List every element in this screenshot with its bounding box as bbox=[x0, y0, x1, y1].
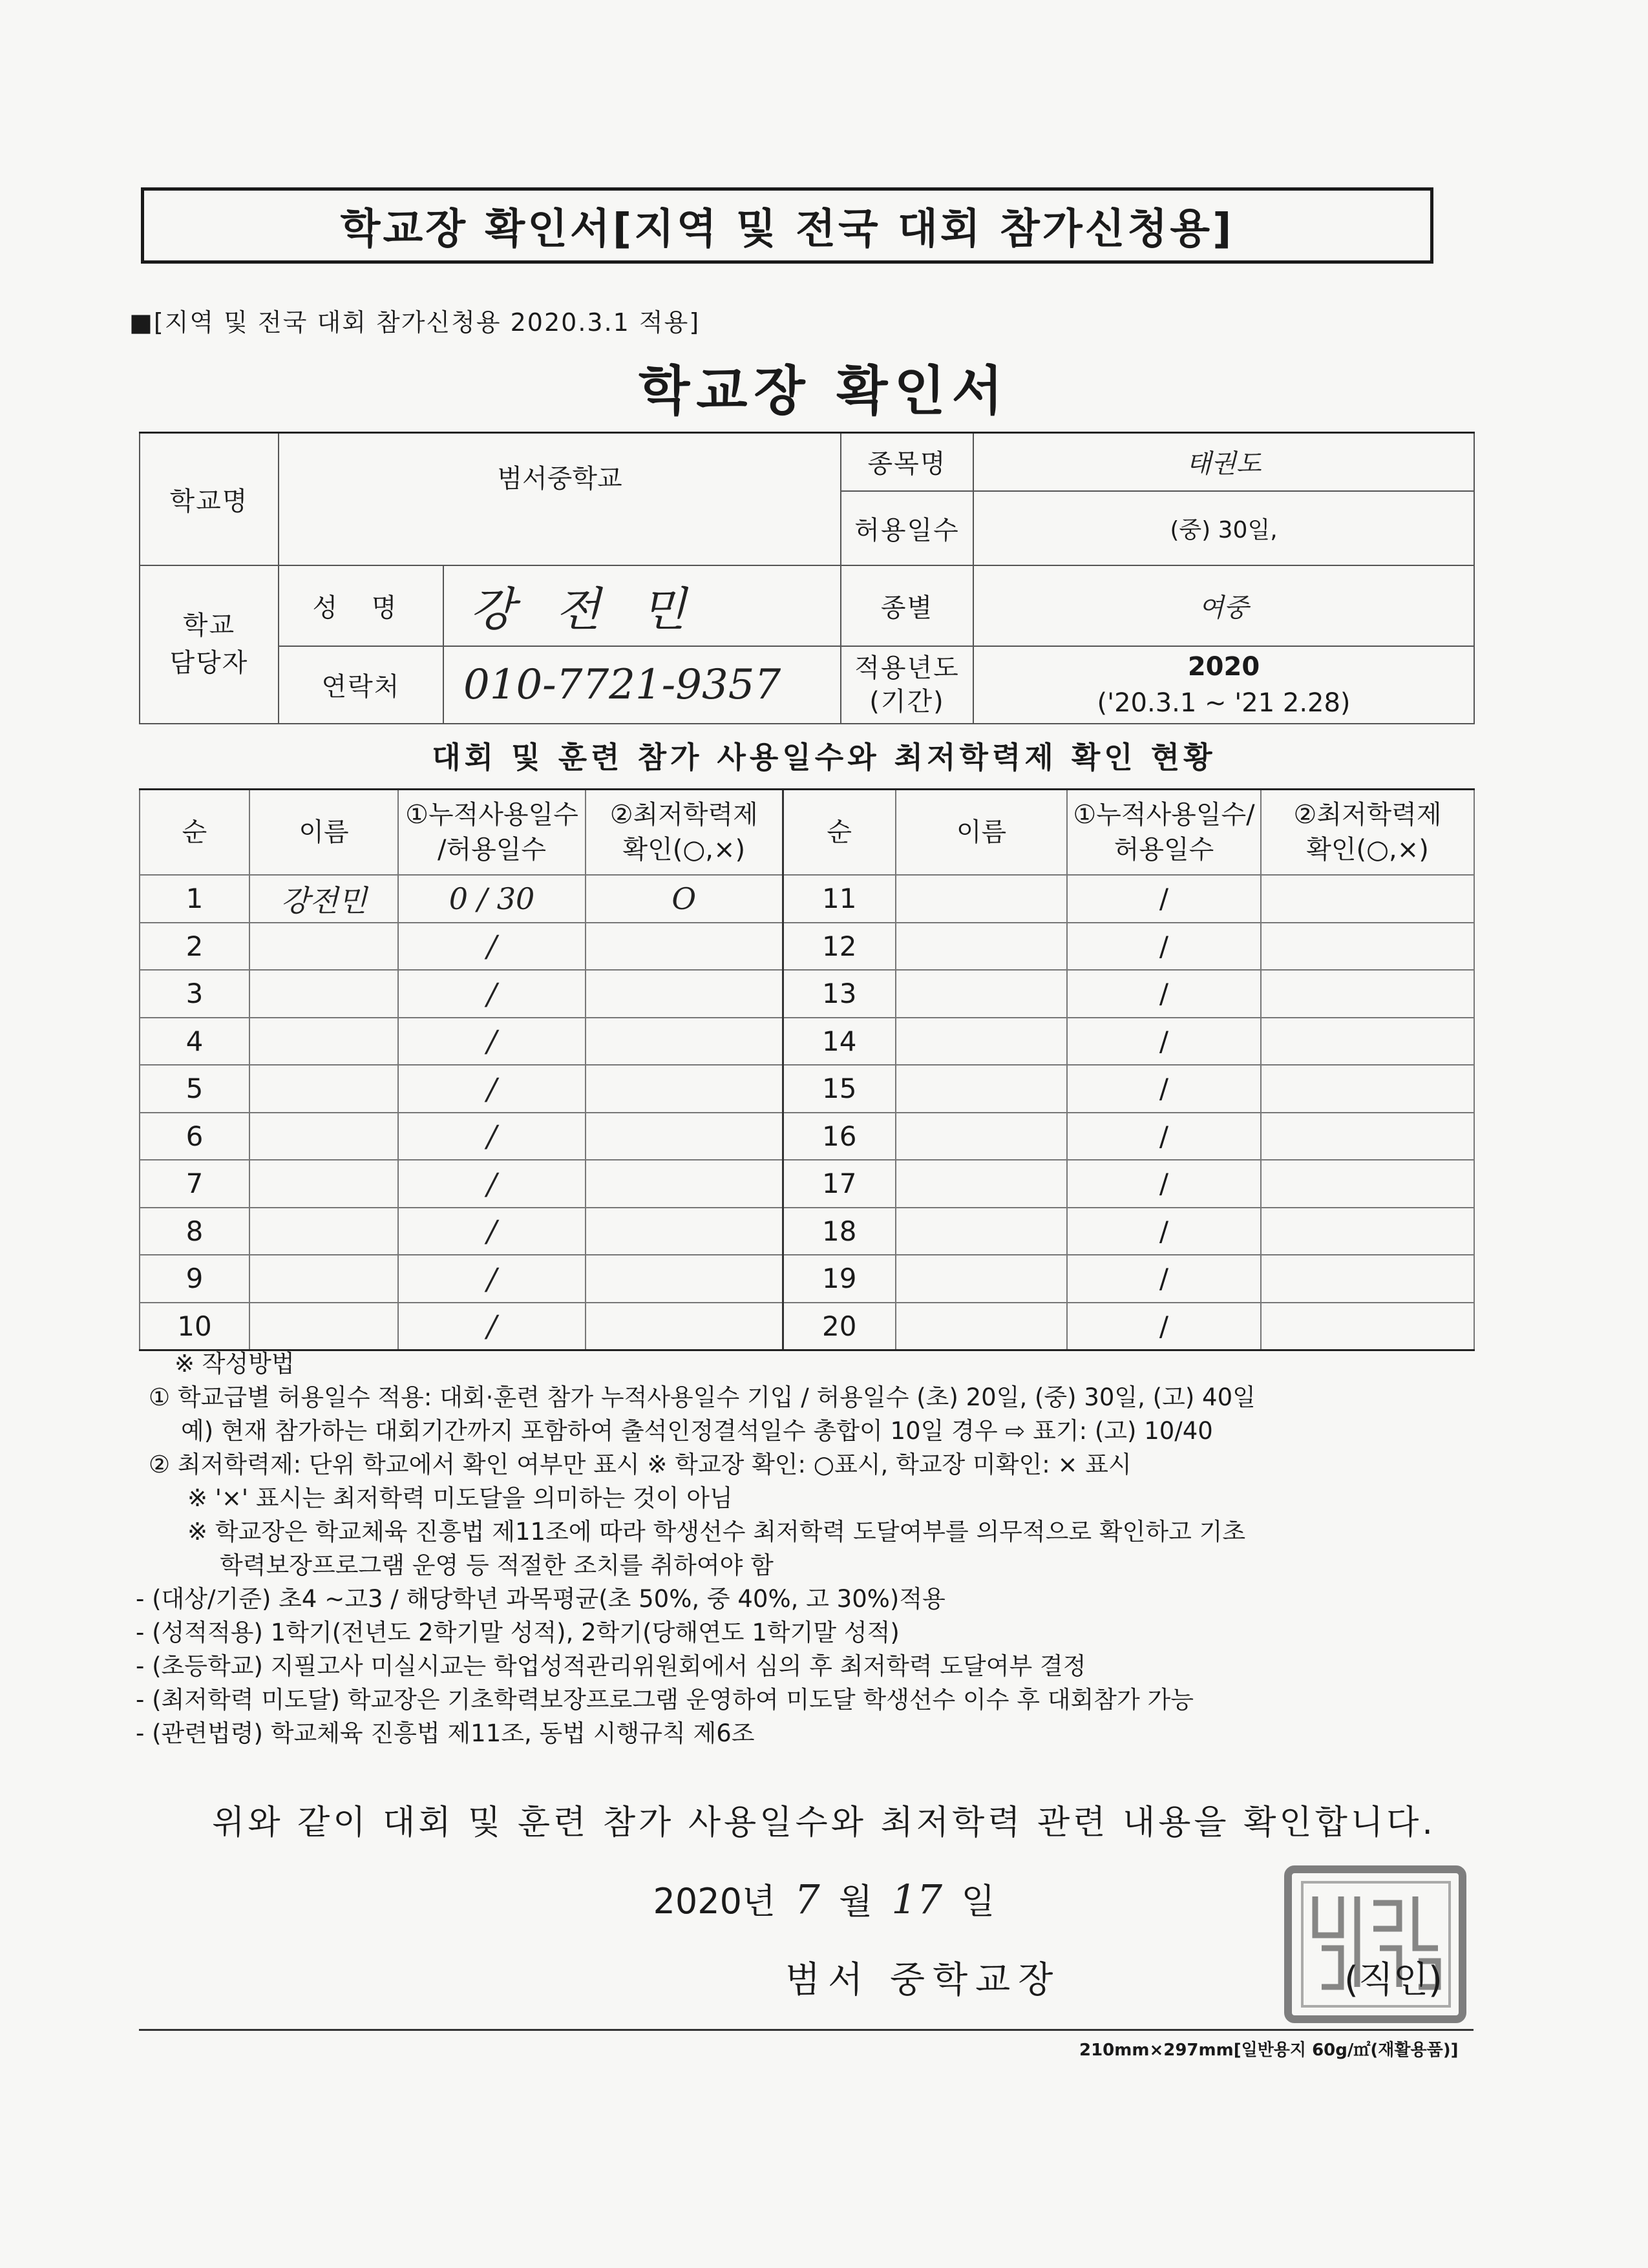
row-number-right: 16 bbox=[783, 1113, 896, 1160]
principal-name: 범서 중학교장 bbox=[785, 1959, 1061, 2001]
section-heading: 대회 및 훈련 참가 사용일수와 최저학력제 확인 현황 bbox=[432, 740, 1216, 775]
row-academic bbox=[586, 1018, 783, 1066]
row-academic-right bbox=[1261, 923, 1474, 971]
table-row bbox=[140, 1208, 1474, 1255]
row-academic: O bbox=[586, 875, 783, 923]
instructions-notes bbox=[136, 1347, 1480, 1750]
row-number: 3 bbox=[140, 970, 249, 1018]
header-name-right: 이름 bbox=[896, 790, 1067, 876]
manager-label: 학교 담당자 bbox=[140, 565, 279, 724]
row-number-right: 19 bbox=[783, 1255, 896, 1303]
table-row bbox=[140, 1255, 1474, 1303]
row-name-right bbox=[896, 1303, 1067, 1350]
row-number-right: 18 bbox=[783, 1208, 896, 1255]
row-academic-right bbox=[1261, 875, 1474, 923]
note-line: - (성적적용) 1학기(전년도 2학기말 성적), 2학기(당해연도 1학기말 성적) bbox=[136, 1619, 900, 1646]
row-name bbox=[249, 923, 398, 971]
confirmation-statement: 위와 같이 대회 및 훈련 참가 사용일수와 최저학력 관련 내용을 확인합니다. bbox=[212, 1803, 1436, 1842]
row-name-right bbox=[896, 1208, 1067, 1255]
row-days-right: / bbox=[1067, 970, 1261, 1018]
table-row bbox=[140, 1160, 1474, 1208]
name-label: 성 명 bbox=[279, 565, 443, 646]
name-value: 강 전 민 bbox=[443, 565, 841, 646]
note-line: - (초등학교) 지필고사 미실시교는 학업성적관리위원회에서 심의 후 최저학력 도달여부 결정 bbox=[136, 1652, 1086, 1680]
sport-value: 태권도 bbox=[973, 433, 1474, 491]
row-academic-right bbox=[1261, 1160, 1474, 1208]
header-days-right: ①누적사용일수/ 허용일수 bbox=[1067, 790, 1261, 876]
note-line: ※ '×' 표시는 최저학력 미도달을 의미하는 것이 아님 bbox=[187, 1484, 733, 1512]
row-name bbox=[249, 1065, 398, 1113]
row-days-right: / bbox=[1067, 923, 1261, 971]
row-days: / bbox=[398, 1065, 586, 1113]
note-line: ※ 학교장은 학교체육 진흥법 제11조에 따라 학생선수 최저학력 도달여부를 의무적으로 확인하고 기초 bbox=[187, 1518, 1246, 1546]
table-row bbox=[140, 1018, 1474, 1066]
row-days: / bbox=[398, 1208, 586, 1255]
row-academic-right bbox=[1261, 1255, 1474, 1303]
header-no-right: 순 bbox=[783, 790, 896, 876]
row-number-right: 12 bbox=[783, 923, 896, 971]
table-row bbox=[140, 1065, 1474, 1113]
header-academic: ②최저학력제 확인(○,×) bbox=[586, 790, 783, 876]
row-academic bbox=[586, 1160, 783, 1208]
row-days: 0 / 30 bbox=[398, 875, 586, 923]
row-name-right bbox=[896, 1160, 1067, 1208]
row-number: 9 bbox=[140, 1255, 249, 1303]
row-number: 5 bbox=[140, 1065, 249, 1113]
row-days: / bbox=[398, 970, 586, 1018]
row-academic-right bbox=[1261, 1018, 1474, 1066]
row-name bbox=[249, 1018, 398, 1066]
row-number: 1 bbox=[140, 875, 249, 923]
school-name: 범서중학교 bbox=[279, 433, 841, 565]
row-name-right bbox=[896, 1018, 1067, 1066]
row-academic-right bbox=[1261, 970, 1474, 1018]
note-line: ※ 작성방법 bbox=[174, 1350, 295, 1378]
allowed-days-label: 허용일수 bbox=[841, 491, 973, 565]
date-month: 7 bbox=[794, 1876, 820, 1923]
row-academic-right bbox=[1261, 1113, 1474, 1160]
table-row bbox=[140, 923, 1474, 971]
header-title: 학교장 확인서[지역 및 전국 대회 참가신청용] bbox=[340, 205, 1234, 253]
row-academic-right bbox=[1261, 1303, 1474, 1350]
contact-value: 010-7721-9357 bbox=[443, 646, 841, 724]
header-days: ①누적사용일수 /허용일수 bbox=[398, 790, 586, 876]
usage-header-row bbox=[140, 790, 1474, 876]
subtitle-line: ■[지역 및 전국 대회 참가신청용 2020.3.1 적용] bbox=[129, 308, 701, 337]
row-academic bbox=[586, 1303, 783, 1350]
note-line: 학력보장프로그램 운영 등 적절한 조치를 취하여야 함 bbox=[220, 1551, 774, 1579]
year-value: 2020 bbox=[1187, 651, 1260, 682]
note-line: ② 최저학력제: 단위 학교에서 확인 여부만 표시 ※ 학교장 확인: ○표시, 학교장 미확인: × 표시 bbox=[149, 1451, 1132, 1478]
table-row bbox=[140, 1113, 1474, 1160]
header-name: 이름 bbox=[249, 790, 398, 876]
paper-spec-note: 210mm×297mm[일반용지 60g/㎡(재활용품)] bbox=[1079, 2041, 1459, 2060]
table-row bbox=[140, 1303, 1474, 1350]
seal-label: (직인) bbox=[1344, 1959, 1442, 2001]
row-academic-right bbox=[1261, 1065, 1474, 1113]
period-value: ('20.3.1 ~ '21 2.28) bbox=[1097, 688, 1351, 718]
date-day-unit: 일 bbox=[961, 1881, 995, 1922]
note-line: ① 학교급별 허용일수 적용: 대회·훈련 참가 누적사용일수 기입 / 허용일수 (초) 20일, (중) 30일, (고) 40일 bbox=[149, 1383, 1256, 1411]
row-days-right: / bbox=[1067, 1160, 1261, 1208]
row-name: 강전민 bbox=[249, 875, 398, 923]
row-name bbox=[249, 1160, 398, 1208]
row-name bbox=[249, 1113, 398, 1160]
header-title-box bbox=[141, 187, 1433, 264]
usage-table bbox=[139, 788, 1475, 1351]
row-name-right bbox=[896, 923, 1067, 971]
row-number: 6 bbox=[140, 1113, 249, 1160]
row-number-right: 11 bbox=[783, 875, 896, 923]
school-label: 학교명 bbox=[140, 433, 279, 565]
sport-label: 종목명 bbox=[841, 433, 973, 491]
row-number-right: 15 bbox=[783, 1065, 896, 1113]
date-day: 17 bbox=[891, 1876, 943, 1923]
note-line: - (최저학력 미도달) 학교장은 기초학력보장프로그램 운영하여 미도달 학생선수 이수 후 대회참가 가능 bbox=[136, 1686, 1194, 1714]
row-days-right: / bbox=[1067, 1303, 1261, 1350]
row-days-right: / bbox=[1067, 1255, 1261, 1303]
row-name bbox=[249, 1255, 398, 1303]
table-row bbox=[140, 875, 1474, 923]
row-name bbox=[249, 1208, 398, 1255]
date-month-unit: 월 bbox=[838, 1881, 873, 1922]
allowed-days-value: (중) 30일, bbox=[973, 491, 1474, 565]
year-label: 적용년도 (기간) bbox=[841, 646, 973, 724]
row-days-right: / bbox=[1067, 1018, 1261, 1066]
category-label: 종별 bbox=[841, 565, 973, 646]
document-title: 학교장 확인서 bbox=[639, 361, 1009, 422]
row-days: / bbox=[398, 1018, 586, 1066]
row-academic-right bbox=[1261, 1208, 1474, 1255]
row-days: / bbox=[398, 1255, 586, 1303]
row-days-right: / bbox=[1067, 1208, 1261, 1255]
row-name-right bbox=[896, 1255, 1067, 1303]
info-table bbox=[139, 432, 1475, 724]
row-academic bbox=[586, 1255, 783, 1303]
row-days-right: / bbox=[1067, 875, 1261, 923]
row-number: 4 bbox=[140, 1018, 249, 1066]
note-line: - (관련법령) 학교체육 진흥법 제11조, 동법 시행규칙 제6조 bbox=[136, 1719, 755, 1747]
row-number-right: 17 bbox=[783, 1160, 896, 1208]
row-name-right bbox=[896, 875, 1067, 923]
contact-label: 연락처 bbox=[279, 646, 443, 724]
row-number: 10 bbox=[140, 1303, 249, 1350]
row-number-right: 14 bbox=[783, 1018, 896, 1066]
row-number: 2 bbox=[140, 923, 249, 971]
row-number-right: 20 bbox=[783, 1303, 896, 1350]
row-name-right bbox=[896, 1065, 1067, 1113]
row-days: / bbox=[398, 1113, 586, 1160]
row-number-right: 13 bbox=[783, 970, 896, 1018]
row-academic bbox=[586, 970, 783, 1018]
row-academic bbox=[586, 1208, 783, 1255]
row-days: / bbox=[398, 1160, 586, 1208]
year-cell bbox=[973, 646, 1474, 724]
row-name bbox=[249, 970, 398, 1018]
row-name-right bbox=[896, 1113, 1067, 1160]
row-days-right: / bbox=[1067, 1113, 1261, 1160]
row-number: 7 bbox=[140, 1160, 249, 1208]
row-number: 8 bbox=[140, 1208, 249, 1255]
row-name-right bbox=[896, 970, 1067, 1018]
header-no: 순 bbox=[140, 790, 249, 876]
row-name bbox=[249, 1303, 398, 1350]
category-value: 여중 bbox=[973, 565, 1474, 646]
note-line: 예) 현재 참가하는 대회기간까지 포함하여 출석인정결석일수 총합이 10일 경우 ⇨ 표기: (고) 10/40 bbox=[181, 1417, 1213, 1445]
table-row bbox=[140, 970, 1474, 1018]
note-line: - (대상/기준) 초4 ~고3 / 해당학년 과목평균(초 50%, 중 40%, 고 30%)적용 bbox=[136, 1585, 945, 1613]
row-academic bbox=[586, 1113, 783, 1160]
row-days: / bbox=[398, 1303, 586, 1350]
row-academic bbox=[586, 923, 783, 971]
header-academic-right: ②최저학력제 확인(○,×) bbox=[1261, 790, 1474, 876]
bottom-divider bbox=[139, 2029, 1474, 2031]
row-days: / bbox=[398, 923, 586, 971]
row-academic bbox=[586, 1065, 783, 1113]
row-days-right: / bbox=[1067, 1065, 1261, 1113]
date-year: 2020년 bbox=[653, 1881, 776, 1922]
